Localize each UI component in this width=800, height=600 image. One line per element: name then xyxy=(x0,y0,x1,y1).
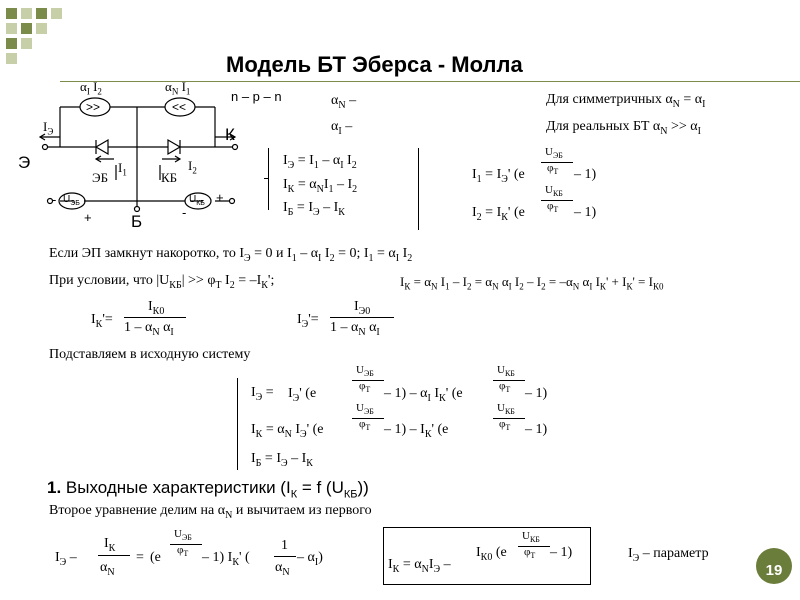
final-eq-equals: = xyxy=(136,550,144,565)
sub-eq-1-exp2-num: $U_{КБ}$ xyxy=(497,364,515,379)
voltage-eb-label: $U_{ЭБ}$ xyxy=(63,194,80,207)
collector-terminal-label: К xyxy=(225,125,235,144)
i1-equation: $I_1 = I_Э'$ (e xyxy=(472,167,525,185)
ik-prime-lhs: $I_К'=$ xyxy=(91,312,113,330)
deco-square xyxy=(36,8,47,19)
deco-square xyxy=(6,53,17,64)
final-eq-frac-bar xyxy=(98,555,130,556)
i2-exp-numerator: $U_{КБ}$ xyxy=(545,184,563,199)
sub-eq-3: $I_Б = I_Э - I_К$ xyxy=(251,451,313,469)
source-left-symbol: >> xyxy=(86,100,101,114)
slide-number-badge: 19 xyxy=(756,548,792,584)
plus-sign-right: + xyxy=(216,190,224,205)
i2-equation: $I_2 = I_К'$ (e xyxy=(472,205,525,223)
boxed-formula-ik0: $I_{К0}$ (e xyxy=(476,545,507,563)
system-bracket-tick xyxy=(264,178,269,179)
deco-square xyxy=(21,38,32,49)
deco-square xyxy=(6,23,17,34)
final-eq-frac-num: $I_К$ xyxy=(104,536,116,554)
sub-eq-1-exp1-den: $\varphi_T$ xyxy=(359,380,371,395)
divider-vertical xyxy=(418,148,419,230)
sub-eq-1-exp2-den: $\varphi_T$ xyxy=(499,380,511,395)
source-right-label: $\alpha_N$ $I_1$ xyxy=(165,79,191,97)
ik-prime-numerator: $I_{К0}$ xyxy=(148,299,165,317)
boxed-formula-close: – 1) xyxy=(550,545,573,560)
source-right-symbol: << xyxy=(172,100,187,114)
sub-eq-1-end: – 1) xyxy=(525,386,548,401)
sub-eq-1-mid: – $1) - \alpha_I$ $I_К'$ (e xyxy=(384,386,463,404)
system-eq-1: $I_Э = I_1 - \alpha_I$ $I_2$ xyxy=(283,153,357,171)
minus-sign-right: - xyxy=(182,205,187,220)
diode-eb-label: ЭБ xyxy=(92,170,109,185)
final-eq-frac-den: $\alpha_N$ xyxy=(100,560,115,578)
ik-derivation-line: $I_К = \alpha_N$ $I_1 - I_2 = \alpha_N$ $\alpha_I$ $I_2 - I_2 = -\alpha_N$ $\alpha_I$ $I_К' + I_К' = I_{К0}$ xyxy=(400,274,664,292)
sub-eq-2-exp2-den: $\varphi_T$ xyxy=(499,418,511,433)
final-eq-mid: – 1) $I_К'$ ( xyxy=(202,550,250,568)
sub-eq-2-exp1-den: $\varphi_T$ xyxy=(359,418,371,433)
slide-title: Модель БТ Эберса - Молла xyxy=(226,52,523,77)
deco-square xyxy=(6,38,17,49)
sub-eq-1: $I_Э$ = xyxy=(251,385,274,403)
sub-eq-1-exp1-num: $U_{ЭБ}$ xyxy=(356,364,374,379)
ebers-moll-circuit xyxy=(0,75,260,235)
parameter-note: $I_Э$ – параметр xyxy=(628,546,709,564)
voltage-kb-label: $U_{КБ}$ xyxy=(189,194,205,207)
final-eq-exp-den: $\varphi_T$ xyxy=(177,544,189,559)
ik-prime-bar xyxy=(124,317,186,318)
emitter-current-label: $I_Э$ xyxy=(43,119,54,137)
npn-label: n – p – n xyxy=(231,89,282,104)
sub-eq-2-exp1-num: $U_{ЭБ}$ xyxy=(356,402,374,417)
diode-kb-label: КБ xyxy=(161,170,178,185)
final-eq-open: (e xyxy=(150,550,161,565)
boxed-formula-lhs: $I_К = \alpha_NI_Э$ – xyxy=(388,557,451,575)
deco-square xyxy=(21,8,32,19)
base-terminal-label: Б xyxy=(131,212,143,231)
substituted-bracket xyxy=(237,378,238,470)
sub-eq-1-a: $I_Э'$ (e xyxy=(288,386,317,404)
emitter-terminal-label: Э xyxy=(18,153,31,172)
deco-square xyxy=(51,8,62,19)
deco-square xyxy=(6,8,17,19)
sub-eq-2-mid: – $1) - I_К'$ (e xyxy=(384,422,449,440)
short-circuit-line: Если ЭП замкнут накоротко, то $I_Э = 0$ и $I_1 - \alpha_I$ $I_2 = 0$; $I_1 = \alpha_I$ $I_2$ xyxy=(49,246,413,264)
output-characteristics-heading: 1. Выходные характеристики ($I_К = f$ $(U_{КБ})$) xyxy=(47,478,369,501)
sub-eq-2-end: – 1) xyxy=(525,422,548,437)
sub-eq-2-exp2-num: $U_{КБ}$ xyxy=(497,402,515,417)
ie-prime-bar xyxy=(330,317,394,318)
real-note: Для реальных БТ $\alpha_N >> \alpha_I$ xyxy=(546,119,701,137)
source-left-label: $\alpha_I$ $I_2$ xyxy=(80,79,102,97)
ik-prime-denominator: $1 - \alpha_N$ $\alpha_I$ xyxy=(124,320,174,338)
alpha-n-label: $\alpha_N$ – xyxy=(331,93,357,111)
final-eq-exp-num: $U_{ЭБ}$ xyxy=(174,528,192,543)
substitute-text: Подставляем в исходную систему xyxy=(49,347,251,362)
deco-square xyxy=(36,23,47,34)
ie-prime-lhs: $I_Э'=$ xyxy=(297,312,319,330)
final-eq-lhs: $I_Э$ – xyxy=(55,550,77,568)
boxed-formula-exp-num: $U_{КБ}$ xyxy=(522,530,540,545)
final-eq-frac2-bar xyxy=(274,556,296,557)
ie-prime-numerator: $I_{Э0}$ xyxy=(354,299,371,317)
i1-exp-numerator: $U_{ЭБ}$ xyxy=(545,146,563,161)
i1-equation-tail: – 1) xyxy=(574,167,597,182)
system-eq-2: $I_К = \alpha_NI_1 - I_2$ xyxy=(283,177,358,195)
alpha-i-label: $\alpha_I$ – xyxy=(331,119,353,137)
final-eq-end: – $\alpha_I$) xyxy=(297,550,323,568)
plus-sign-left: + xyxy=(84,210,92,225)
final-eq-frac2-num: 1 xyxy=(281,538,288,553)
i1-exp-denominator: $\varphi_T$ xyxy=(547,162,559,177)
i2-equation-tail: – 1) xyxy=(574,205,597,220)
final-eq-frac2-den: $\alpha_N$ xyxy=(275,560,290,578)
sub-eq-2: $I_К = \alpha_N$ $I_Э'$ (e xyxy=(251,422,324,440)
system-bracket xyxy=(268,148,269,210)
ie-prime-denominator: $1 - \alpha_N$ $\alpha_I$ xyxy=(330,320,380,338)
minus-sign-left: - xyxy=(52,192,57,207)
symmetric-note: Для симметричных $\alpha_N = \alpha_I$ xyxy=(546,92,706,110)
condition-line: При условии, что $|U_{КБ}| >> \varphi_T$ $I_2 = -I_К'$; xyxy=(49,273,275,291)
boxed-formula-exp-den: $\varphi_T$ xyxy=(524,546,536,561)
system-eq-3: $I_Б = I_Э - I_К$ xyxy=(283,200,345,218)
second-equation-note: Второе уравнение делим на $\alpha_N$ и вычитаем из первого xyxy=(49,503,372,521)
current-i1-label: $I_1$ xyxy=(118,160,127,178)
i2-exp-denominator: $\varphi_T$ xyxy=(547,200,559,215)
deco-square xyxy=(21,23,32,34)
current-i2-label: $I_2$ xyxy=(188,158,197,176)
